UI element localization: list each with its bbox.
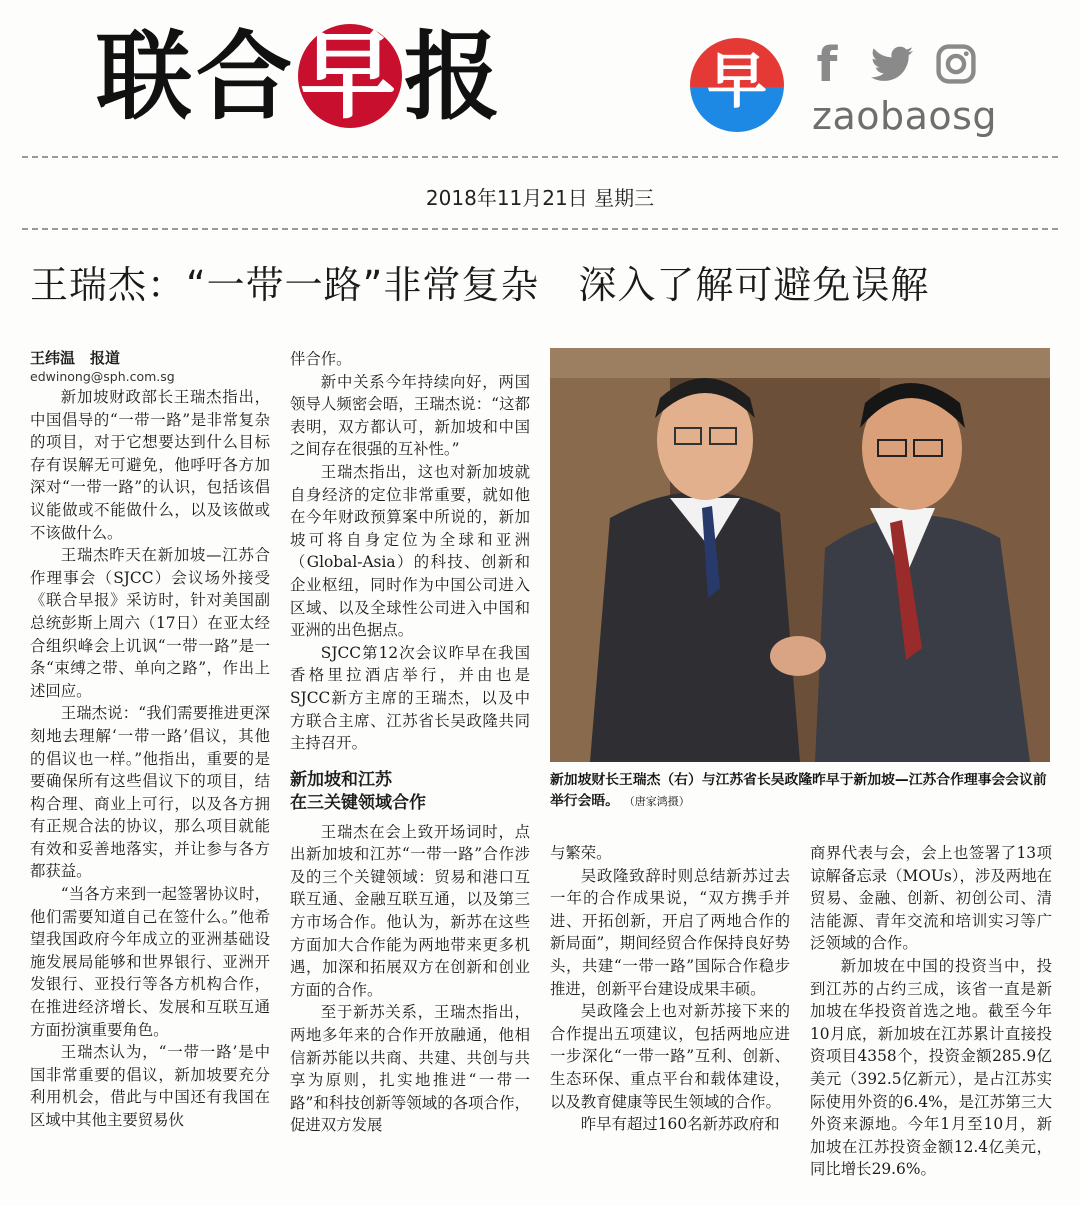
- photo-caption: [550, 770, 1055, 812]
- paragraph: SJCC第12次会议昨早在我国香格里拉酒店举行，并由也是SJCC新方主席的王瑞杰，以及中方联合主席、江苏省长吴政隆共同主持召开。: [290, 643, 530, 753]
- paragraph: 昨早有超过160名新苏政府和: [580, 1115, 780, 1134]
- issue-date: 2018年11月21日 星期三: [425, 186, 655, 210]
- paragraph: 新加坡在中国的投资当中，投到江苏的占约三成，该省一直是新加坡在华投资首选之地。截至今年10月底，新加坡在江苏累计直接投资项目4358个，投资金额285.9亿美元（392.5亿新元），是占江苏实际使用外资的6.4%，是江苏第三大外资来源地。今年1月至10月，新加坡在江苏投资金额12.4亿美元，同比增长29.6%。: [810, 956, 1052, 1179]
- subheading-line: 新加坡和江苏: [290, 769, 392, 790]
- twitter-icon[interactable]: [866, 42, 918, 88]
- article-headline: 王瑞杰：“一带一路”非常复杂 深入了解可避免误解: [30, 263, 930, 307]
- paragraph: 吴政隆致辞时则总结新苏过去一年的合作成果说，“双方携手并进、开拓创新，开启了两地合作的新局面”，期间经贸合作保持良好势头，共建“一带一路”国际合作稳步推进，创新平台建设成果丰硕。: [550, 866, 790, 998]
- article-column-3: [550, 842, 790, 1184]
- article-column-1: [30, 348, 270, 1184]
- logo-text-part: 报: [404, 20, 504, 133]
- paragraph: “当各方来到一起签署协议时，他们需要知道自己在签什么。”他希望我国政府今年成立的亚洲基础设施发展局能够和世界银行、亚洲开发银行、亚投行等各方机构合作，在推进经济增长、发展和互联互通方面扮演重要角色。: [30, 885, 270, 1039]
- paragraph: 王瑞杰指出，这也对新加坡就自身经济的定位非常重要，就如他在今年财政预算案中所说的，新加坡可将自身定位为全球和亚洲（Global-Asia）的科技、创新和企业枢纽，同时作为中国公司进入区域、以及全球性公司进入中国和亚洲的出色据点。: [290, 462, 530, 640]
- photo-credit: （唐家鸿摄）: [623, 795, 690, 808]
- paragraph: 商界代表与会，会上也签署了13项谅解备忘录（MOUs），涉及两地在贸易、金融、创新、初创公司、清洁能源、青年交流和培训实习等广泛领域的合作。: [810, 844, 1052, 953]
- logo-red-circle-char: 早: [300, 19, 400, 132]
- masthead: [0, 0, 1080, 150]
- facebook-icon[interactable]: f: [816, 37, 838, 93]
- logo-text-part: 联合: [96, 20, 296, 133]
- section-subheading: [290, 769, 530, 815]
- article-column-2: [290, 348, 530, 1184]
- instagram-icon[interactable]: [934, 42, 978, 88]
- paragraph: 吴政隆会上也对新苏接下来的合作提出五项建议，包括两地应进一步深化“一带一路”互利、创新、生态环保、重点平台和载体建设，以及教育健康等民生领域的合作。: [550, 1002, 790, 1111]
- paragraph: 王瑞杰昨天在新加坡—江苏合作理事会（SJCC）会议场外接受《联合早报》采访时，针对美国副总统彭斯上周六（17日）在亚太经合组织峰会上讥讽“一带一路”是一条“束缚之带、单向之路”，作出上述回应。: [30, 546, 270, 700]
- paragraph: 新中关系今年持续向好，两国领导人频密会晤，王瑞杰说：“这都表明，双方都认可，新加坡和中国之间存在很强的互补性。”: [290, 372, 530, 459]
- article-column-4: [810, 842, 1052, 1184]
- subheading-line: 在三关键领域合作: [290, 792, 426, 813]
- divider: [22, 228, 1058, 230]
- social-icons: [808, 37, 983, 93]
- social-handle[interactable]: zaobaosg: [812, 94, 998, 138]
- paragraph: 新加坡财政部长王瑞杰指出，中国倡导的“一带一路”是非常复杂的项目，对于它想要达到什么目标存有误解无可避免，他呼吁各方加深对“一带一路”的认识，包括该倡议能做或不能做什么，以及该做或不该做什么。: [30, 388, 270, 542]
- byline-email[interactable]: edwinong@sph.com.sg: [30, 369, 175, 384]
- paragraph: 与繁荣。: [550, 844, 612, 862]
- zaobao-app-icon[interactable]: [690, 38, 784, 132]
- newspaper-logo[interactable]: [96, 19, 504, 133]
- caption-text: 新加坡财长王瑞杰（右）与江苏省长吴政隆昨早于新加坡—江苏合作理事会会议前举行会晤。: [550, 772, 1047, 809]
- photo-illustration: [550, 348, 1050, 762]
- article-photo: [550, 348, 1050, 762]
- paragraph: 王瑞杰在会上致开场词时，点出新加坡和江苏“一带一路”合作涉及的三个关键领域：贸易和港口互联互通、金融互联互通，以及第三方市场合作。他认为，新苏在这些方面加大合作能为两地带来更多机遇，加深和拓展双方在创新和创业方面的合作。: [290, 822, 530, 999]
- paragraph: 伴合作。: [290, 350, 352, 368]
- byline-author: 王纬温 报道: [30, 349, 121, 367]
- divider: [22, 156, 1058, 158]
- paragraph: 王瑞杰说：“我们需要推进更深刻地去理解‘一带一路’倡议，其他的倡议也一样。”他指出，重要的是要确保所有这些倡议下的项目，结构合理、商业上可行，以及各方拥有正规合法的协议，那么项目就能有效和妥善地落实，并让参与各方都获益。: [30, 704, 270, 881]
- app-icon-char: 早: [707, 47, 767, 117]
- paragraph: 至于新苏关系，王瑞杰指出，两地多年来的合作开放融通，他相信新苏能以共商、共建、共创与共享为原则，扎实地推进“一带一路”和科技创新等领域的各项合作，促进双方发展: [290, 1003, 530, 1135]
- paragraph: 王瑞杰认为，“一带一路’是中国非常重要的倡议，新加坡要充分利用机会，借此与中国还有我国在区域中其他主要贸易伙: [30, 1043, 270, 1129]
